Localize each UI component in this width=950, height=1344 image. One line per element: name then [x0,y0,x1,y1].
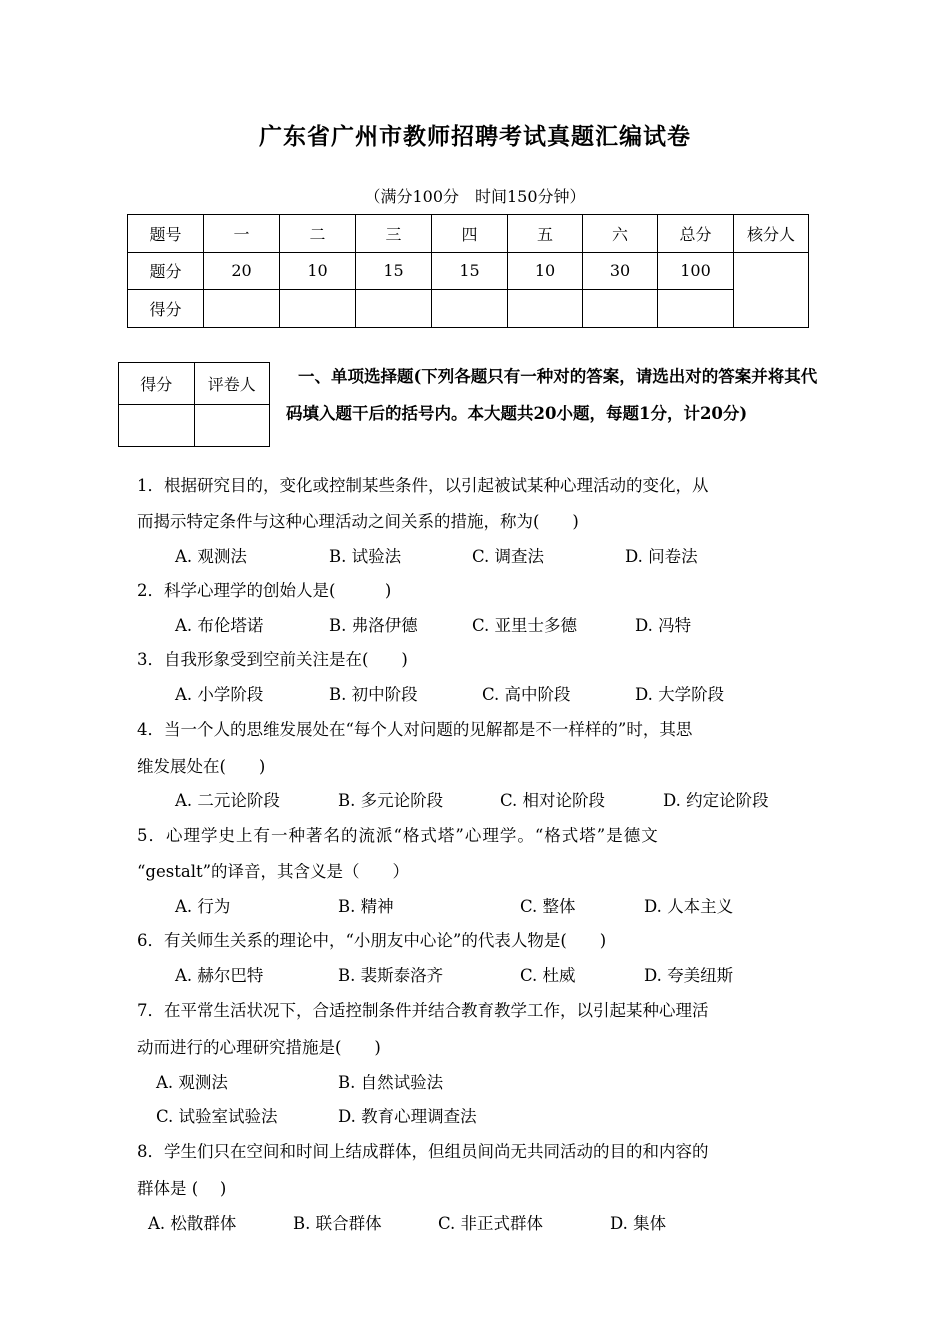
grader-name-cell[interactable] [194,405,270,447]
grader-box [118,362,270,447]
option[interactable]: B. 初中阶段 [329,685,418,704]
question-stem: 2．科学心理学的创始人是( ) [137,581,392,600]
header-cell: 二 [280,215,356,253]
header-cell: 一 [204,215,280,253]
option[interactable]: D. 夸美纽斯 [644,966,734,985]
score-table [127,214,809,328]
question-stem: 5．心理学史上有一种著名的流派“格式塔”心理学。“格式塔”是德文 [137,826,659,845]
header-cell: 三 [356,215,432,253]
option[interactable]: D. 冯特 [635,616,692,635]
question-stem: 6．有关师生关系的理论中，“小朋友中心论”的代表人物是( ) [137,931,607,950]
option[interactable]: A. 小学阶段 [175,685,264,704]
question-stem: 动而进行的心理研究措施是( ) [137,1038,381,1057]
option[interactable]: B. 多元论阶段 [338,791,444,810]
points-cell: 20 [204,252,280,290]
option[interactable]: C. 相对论阶段 [500,791,606,810]
grader-name-label: 评卷人 [194,363,270,405]
section-header: 一、单项选择题(下列各题只有一种对的答案，请选出对的答案并将其代码填入题干后的括号内。本大题共20小题，每题1分，计20分) [286,367,818,423]
page-title: 广东省广州市教师招聘考试真题汇编试卷 [259,123,691,150]
points-row [128,252,809,290]
option[interactable]: B. 精神 [338,897,394,916]
points-cell: 10 [280,252,356,290]
option[interactable]: C. 高中阶段 [482,685,571,704]
option[interactable]: D. 教育心理调查法 [338,1107,477,1126]
score-entry-cell[interactable] [356,290,432,328]
points-cell: 10 [508,252,583,290]
option[interactable]: D. 集体 [610,1214,667,1233]
header-cell: 核分人 [734,215,809,253]
points-cell: 15 [356,252,432,290]
option[interactable]: D. 大学阶段 [635,685,725,704]
row-label: 得分 [128,290,204,328]
option[interactable]: C. 试验室试验法 [156,1107,278,1126]
header-cell: 题号 [128,215,204,253]
header-cell: 四 [432,215,508,253]
option[interactable]: A. 布伦塔诺 [175,616,264,635]
option[interactable]: A. 松散群体 [148,1214,237,1233]
option[interactable]: B. 自然试验法 [338,1073,444,1092]
score-entry-cell[interactable] [508,290,583,328]
score-entry-cell[interactable] [432,290,508,328]
question-stem: 而揭示特定条件与这种心理活动之间关系的措施，称为( ) [137,512,579,531]
score-entry-cell[interactable] [280,290,356,328]
question-stem: 3．自我形象受到空前关注是在( ) [137,650,408,669]
option[interactable]: B. 弗洛伊德 [329,616,418,635]
option[interactable]: B. 联合群体 [293,1214,382,1233]
header-cell: 六 [583,215,658,253]
option[interactable]: A. 观测法 [156,1073,228,1092]
grader-score-label: 得分 [119,363,195,405]
score-entry-cell[interactable] [583,290,658,328]
option[interactable]: B. 裴斯泰洛齐 [338,966,444,985]
row-label: 题分 [128,252,204,290]
grader-score-cell[interactable] [119,405,195,447]
option[interactable]: A. 二元论阶段 [175,791,280,810]
question-stem: 1．根据研究目的，变化或控制某些条件，以引起被试某种心理活动的变化，从 [137,476,709,495]
option[interactable]: C. 杜威 [520,966,576,985]
score-table-header-row [128,215,809,253]
option[interactable]: D. 人本主义 [644,897,734,916]
score-entry-cell[interactable] [204,290,280,328]
question-stem: 群体是 ( ) [137,1179,227,1198]
score-row [128,290,809,328]
points-cell: 30 [583,252,658,290]
option[interactable]: A. 观测法 [175,547,247,566]
exam-info: （满分100分 时间150分钟） [364,187,586,206]
points-cell: 15 [432,252,508,290]
option[interactable]: A. 行为 [175,897,231,916]
option[interactable]: C. 调查法 [472,547,545,566]
question-stem: 维发展处在( ) [137,757,266,776]
option[interactable]: A. 赫尔巴特 [175,966,264,985]
option[interactable]: C. 整体 [520,897,576,916]
points-cell: 100 [658,252,734,290]
checker-signature-cell[interactable] [734,252,809,327]
option[interactable]: C. 亚里士多德 [472,616,578,635]
option[interactable]: C. 非正式群体 [438,1214,544,1233]
option[interactable]: D. 问卷法 [625,547,698,566]
option[interactable]: D. 约定论阶段 [663,791,769,810]
header-cell: 五 [508,215,583,253]
question-stem: 7．在平常生活状况下，合适控制条件并结合教育教学工作，以引起某种心理活 [137,1001,709,1020]
option[interactable]: B. 试验法 [329,547,402,566]
question-stem: “gestalt”的译音，其含义是（ ） [137,862,410,881]
score-entry-cell[interactable] [658,290,734,328]
header-cell: 总分 [658,215,734,253]
question-stem: 4．当一个人的思维发展处在“每个人对问题的见解都是不一样样的”时，其思 [137,720,693,739]
question-stem: 8．学生们只在空间和时间上结成群体，但组员间尚无共同活动的目的和内容的 [137,1142,709,1161]
